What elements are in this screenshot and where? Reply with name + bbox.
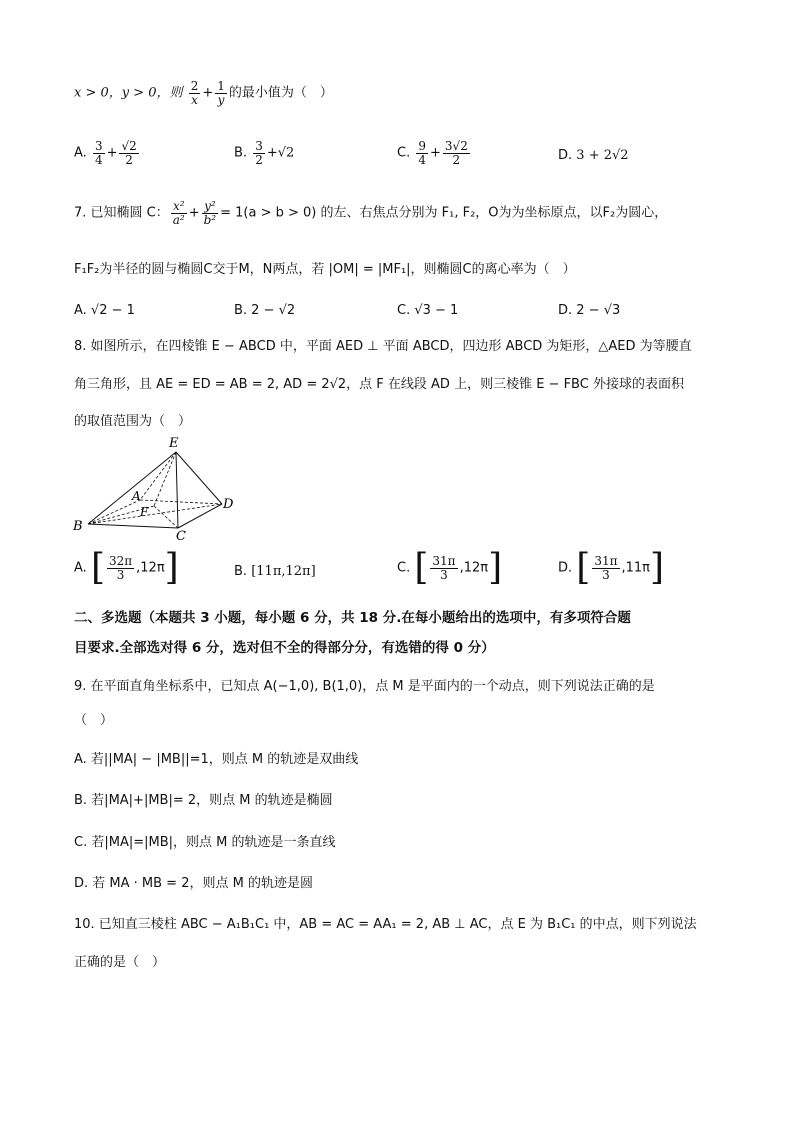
q10-line2: 正确的是（ ）: [74, 955, 166, 970]
fig-label-c: C: [176, 529, 186, 544]
fig-label-b: B: [73, 519, 83, 534]
q8-line1: 8. 如图所示，在四棱锥 E − ABCD 中，平面 AED ⊥ 平面 ABCD，四边形 ABCD 为矩形，△AED 为等腰直: [74, 339, 692, 354]
q8-line2: 角三角形，且 AE = ED = AB = 2, AD = 2√2，点 F 在线段 AD 上，则三棱锥 E − FBC 外接球的表面积: [74, 377, 684, 392]
q8-pyramid-figure: [68, 434, 248, 544]
q8-option-a[interactable]: A. [ $\frac{32\pi}{3}$ ,12π]: [74, 547, 179, 588]
fig-label-a: A: [132, 489, 141, 503]
q7-option-a[interactable]: A. √2 − 1: [74, 303, 135, 318]
q8-option-c[interactable]: C. [ $\frac{31\pi}{3}$ ,12π]: [397, 547, 503, 588]
section2-heading-line2: 目要求.全部选对得 6 分，选对但不全的得部分分，有选错的得 0 分）: [74, 640, 495, 656]
q6-option-a[interactable]: A. $\frac{3}{4}$ + $\frac{√2}{2}$: [74, 139, 137, 167]
q7-option-d[interactable]: D. 2 − √3: [558, 303, 621, 318]
q8-line3: 的取值范围为（ ）: [74, 414, 192, 429]
q10-line1: 10. 已知直三棱柱 ABC − A₁B₁C₁ 中，AB = AC = AA₁ = 2, AB ⊥ AC，点 E 为 B₁C₁ 的中点，则下列说法: [74, 917, 697, 932]
q6-frac-1y: $\frac{1}{y}$: [217, 79, 225, 107]
fig-label-d: D: [223, 497, 234, 512]
q9-option-a[interactable]: A. 若||MA| − |MB||=1，则点 M 的轨迹是双曲线: [74, 752, 359, 767]
q6-option-b[interactable]: B. $\frac{3}{2}$ +√2: [234, 139, 295, 167]
fig-label-f: F: [140, 505, 149, 519]
q9-option-b[interactable]: B. 若|MA|+|MB|= 2，则点 M 的轨迹是椭圆: [74, 793, 333, 808]
q6-option-d[interactable]: D. 3 + 2√2: [558, 148, 629, 163]
q8-option-d[interactable]: D. [ $\frac{31\pi}{3}$ ,11π]: [558, 547, 665, 588]
q7-line1: 7. 已知椭圆 C： $\frac{\text{x²}}{\text{a²}}$ + $\frac{\text{y²}}{\text{b²}}$ = 1(a > b > 0) 的左、右焦点分别为 F₁, F₂，O为为坐标原点，以F₂为圆心，: [74, 199, 668, 227]
q6-option-c[interactable]: C. $\frac{9}{4}$ + $\frac{3√2}{2}$: [397, 139, 468, 167]
q7-line2: F₁F₂为半径的圆与椭圆C交于M，N两点，若 |OM| = |MF₁|，则椭圆C的离心率为（ ）: [74, 262, 576, 277]
section2-heading-line1: 二、多选题（本题共 3 小题，每小题 6 分，共 18 分.在每小题给出的选项中，有多项符合题: [74, 610, 631, 626]
q7-option-b[interactable]: B. 2 − √2: [234, 303, 296, 318]
q7-option-c[interactable]: C. √3 − 1: [397, 303, 459, 318]
fig-label-e: E: [169, 436, 179, 451]
q9-option-d[interactable]: D. 若 MA · MB = 2，则点 M 的轨迹是圆: [74, 876, 313, 891]
q9-line1: 9. 在平面直角坐标系中，已知点 A(−1,0), B(1,0)，点 M 是平面内的一个动点，则下列说法正确的是: [74, 679, 655, 694]
q9-line2: （ ）: [74, 713, 114, 728]
q6-frac-2x: $\frac{2}{x}$: [190, 79, 199, 107]
q8-option-b[interactable]: B. [11π,12π]: [234, 564, 316, 579]
q9-option-c[interactable]: C. 若|MA|=|MB|，则点 M 的轨迹是一条直线: [74, 835, 336, 850]
q6-stem: x > 0，y > 0，则 $\frac{2}{x}$ + $\frac{1}{y}$ 的最小值为（ ）: [74, 79, 333, 107]
